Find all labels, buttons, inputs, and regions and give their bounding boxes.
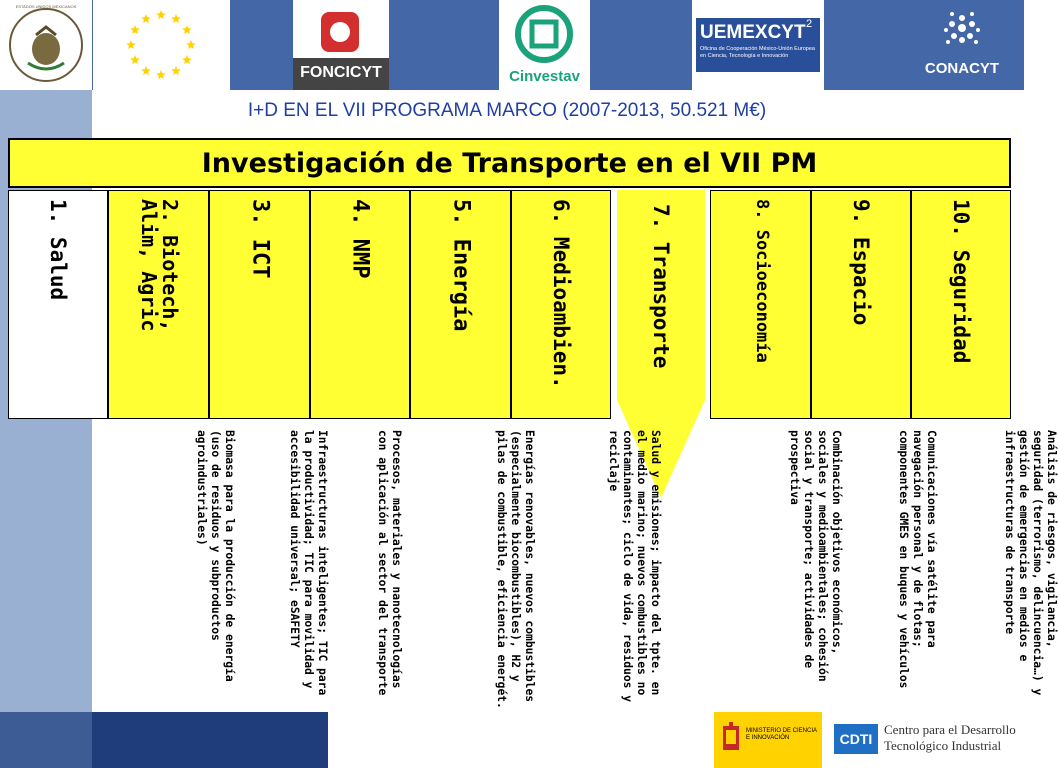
description-energia	[412, 430, 536, 710]
column-label-transporte: 7. Transporte	[649, 204, 673, 369]
foncicyt-logo	[293, 0, 389, 90]
description-biotech	[134, 430, 236, 710]
column-salud	[8, 190, 108, 419]
foncicyt-text: FONCICYT	[300, 64, 382, 81]
description-text: Salud y emisiones; impacto del tpte. en el medio marino; nuevos combustibles no contaminantes; ciclo de vida, residuos y reciclaje	[607, 430, 662, 703]
conacyt-icon	[932, 6, 992, 56]
conacyt-text: CONACYT	[924, 60, 1000, 77]
cinvestav-text: Cinvestav	[509, 68, 580, 85]
column-socioeconomia	[710, 190, 811, 419]
spain-coat-of-arms-icon	[720, 722, 742, 758]
column-medioambiente	[511, 190, 611, 419]
description-text: Combinación objetivos económicos, sociales y medioambientales; cohesión social y transporte; actividades de prospectiva	[788, 430, 843, 682]
column-label: 10. Seguridad	[949, 199, 974, 364]
column-label: 9. Espacio	[849, 199, 874, 326]
description-text: Energías renovables, nuevos combustibles (especialmente biocombustibles), H2 y pilas de combustible, eficiencia energét.	[495, 430, 536, 709]
mexico-seal-icon	[6, 5, 86, 85]
eu-flag-logo	[93, 0, 230, 90]
description-ict	[207, 430, 329, 710]
description-seguridad	[906, 430, 1058, 710]
cdti-logo: CDTI	[834, 724, 878, 754]
conacyt-logo	[900, 0, 1024, 90]
ministerio-text: MINISTERIO DE CIENCIA E INNOVACIÓN	[746, 728, 817, 741]
column-label: 6. Medioambien.	[549, 199, 574, 389]
description-text: Análisis de riesgos, vigilancia, seguridad (terrorismo, delincuencia…) y gestión de emergencias en medios e infraestructuras de transporte	[1003, 430, 1058, 696]
description-text: Comunicaciones vía satélite para navegación personal y de flotas; componentes GMES en buques y vehículos	[897, 430, 938, 689]
page-subtitle: I+D EN EL VII PROGRAMA MARCO (2007-2013, 50.521 M€)	[247, 100, 767, 121]
description-socioeconomia	[707, 430, 843, 710]
uemexcyt-subtext: Oficina de Cooperación México-Unión Europea en Ciencia, Tecnología e Innovación	[700, 46, 815, 59]
column-label: 5. Energía	[448, 199, 474, 332]
column-espacio	[811, 190, 911, 419]
cdti-text: Centro para el Desarrollo Tecnológico Industrial	[884, 722, 1016, 753]
uemexcyt-text: UEMEXCYT	[700, 22, 806, 43]
main-title-box	[8, 138, 1011, 188]
bottom-decorative-bar	[92, 712, 328, 768]
description-nmp	[315, 430, 403, 710]
column-label: 3. ICT	[247, 199, 273, 279]
description-text: Procesos, materiales y nanotecnologías con aplicación al sector del transporte	[376, 430, 403, 696]
column-energia	[410, 190, 511, 419]
eu-flag-icon	[93, 0, 230, 90]
ministerio-logo	[714, 712, 822, 768]
column-label: 1. Salud	[46, 199, 71, 301]
page-title: Investigación de Transporte en el VII PM	[201, 147, 818, 179]
column-ict	[209, 190, 310, 419]
uemexcyt-superscript: 2	[806, 18, 813, 30]
logo-banner	[0, 0, 1024, 90]
mexico-seal-text: ESTADOS UNIDOS MEXICANOS	[15, 4, 77, 9]
cinvestav-logo	[499, 0, 590, 90]
column-label: 2. Biotech, Alim, Agric	[136, 199, 182, 332]
description-text: Infraestructuras inteligentes; TIC para la productividad; TIC para movilidad y accesibilidad universal; eSAFETY	[288, 430, 329, 696]
uemexcyt-logo	[692, 0, 824, 90]
column-label: 4. NMP	[347, 199, 373, 279]
column-seguridad	[911, 190, 1011, 419]
description-espacio	[816, 430, 938, 710]
column-nmp	[310, 190, 410, 419]
left-bottom-bar	[0, 712, 92, 768]
description-text: Biomasa para la producción de energía (uso de residuos y subproductos agroindustriales)	[195, 430, 236, 682]
mexico-seal-logo	[0, 0, 92, 90]
column-label: 8. Socioeconomía	[751, 199, 772, 363]
column-biotech	[108, 190, 209, 419]
description-medioambiente	[502, 430, 662, 710]
footer-logos	[714, 712, 1024, 768]
